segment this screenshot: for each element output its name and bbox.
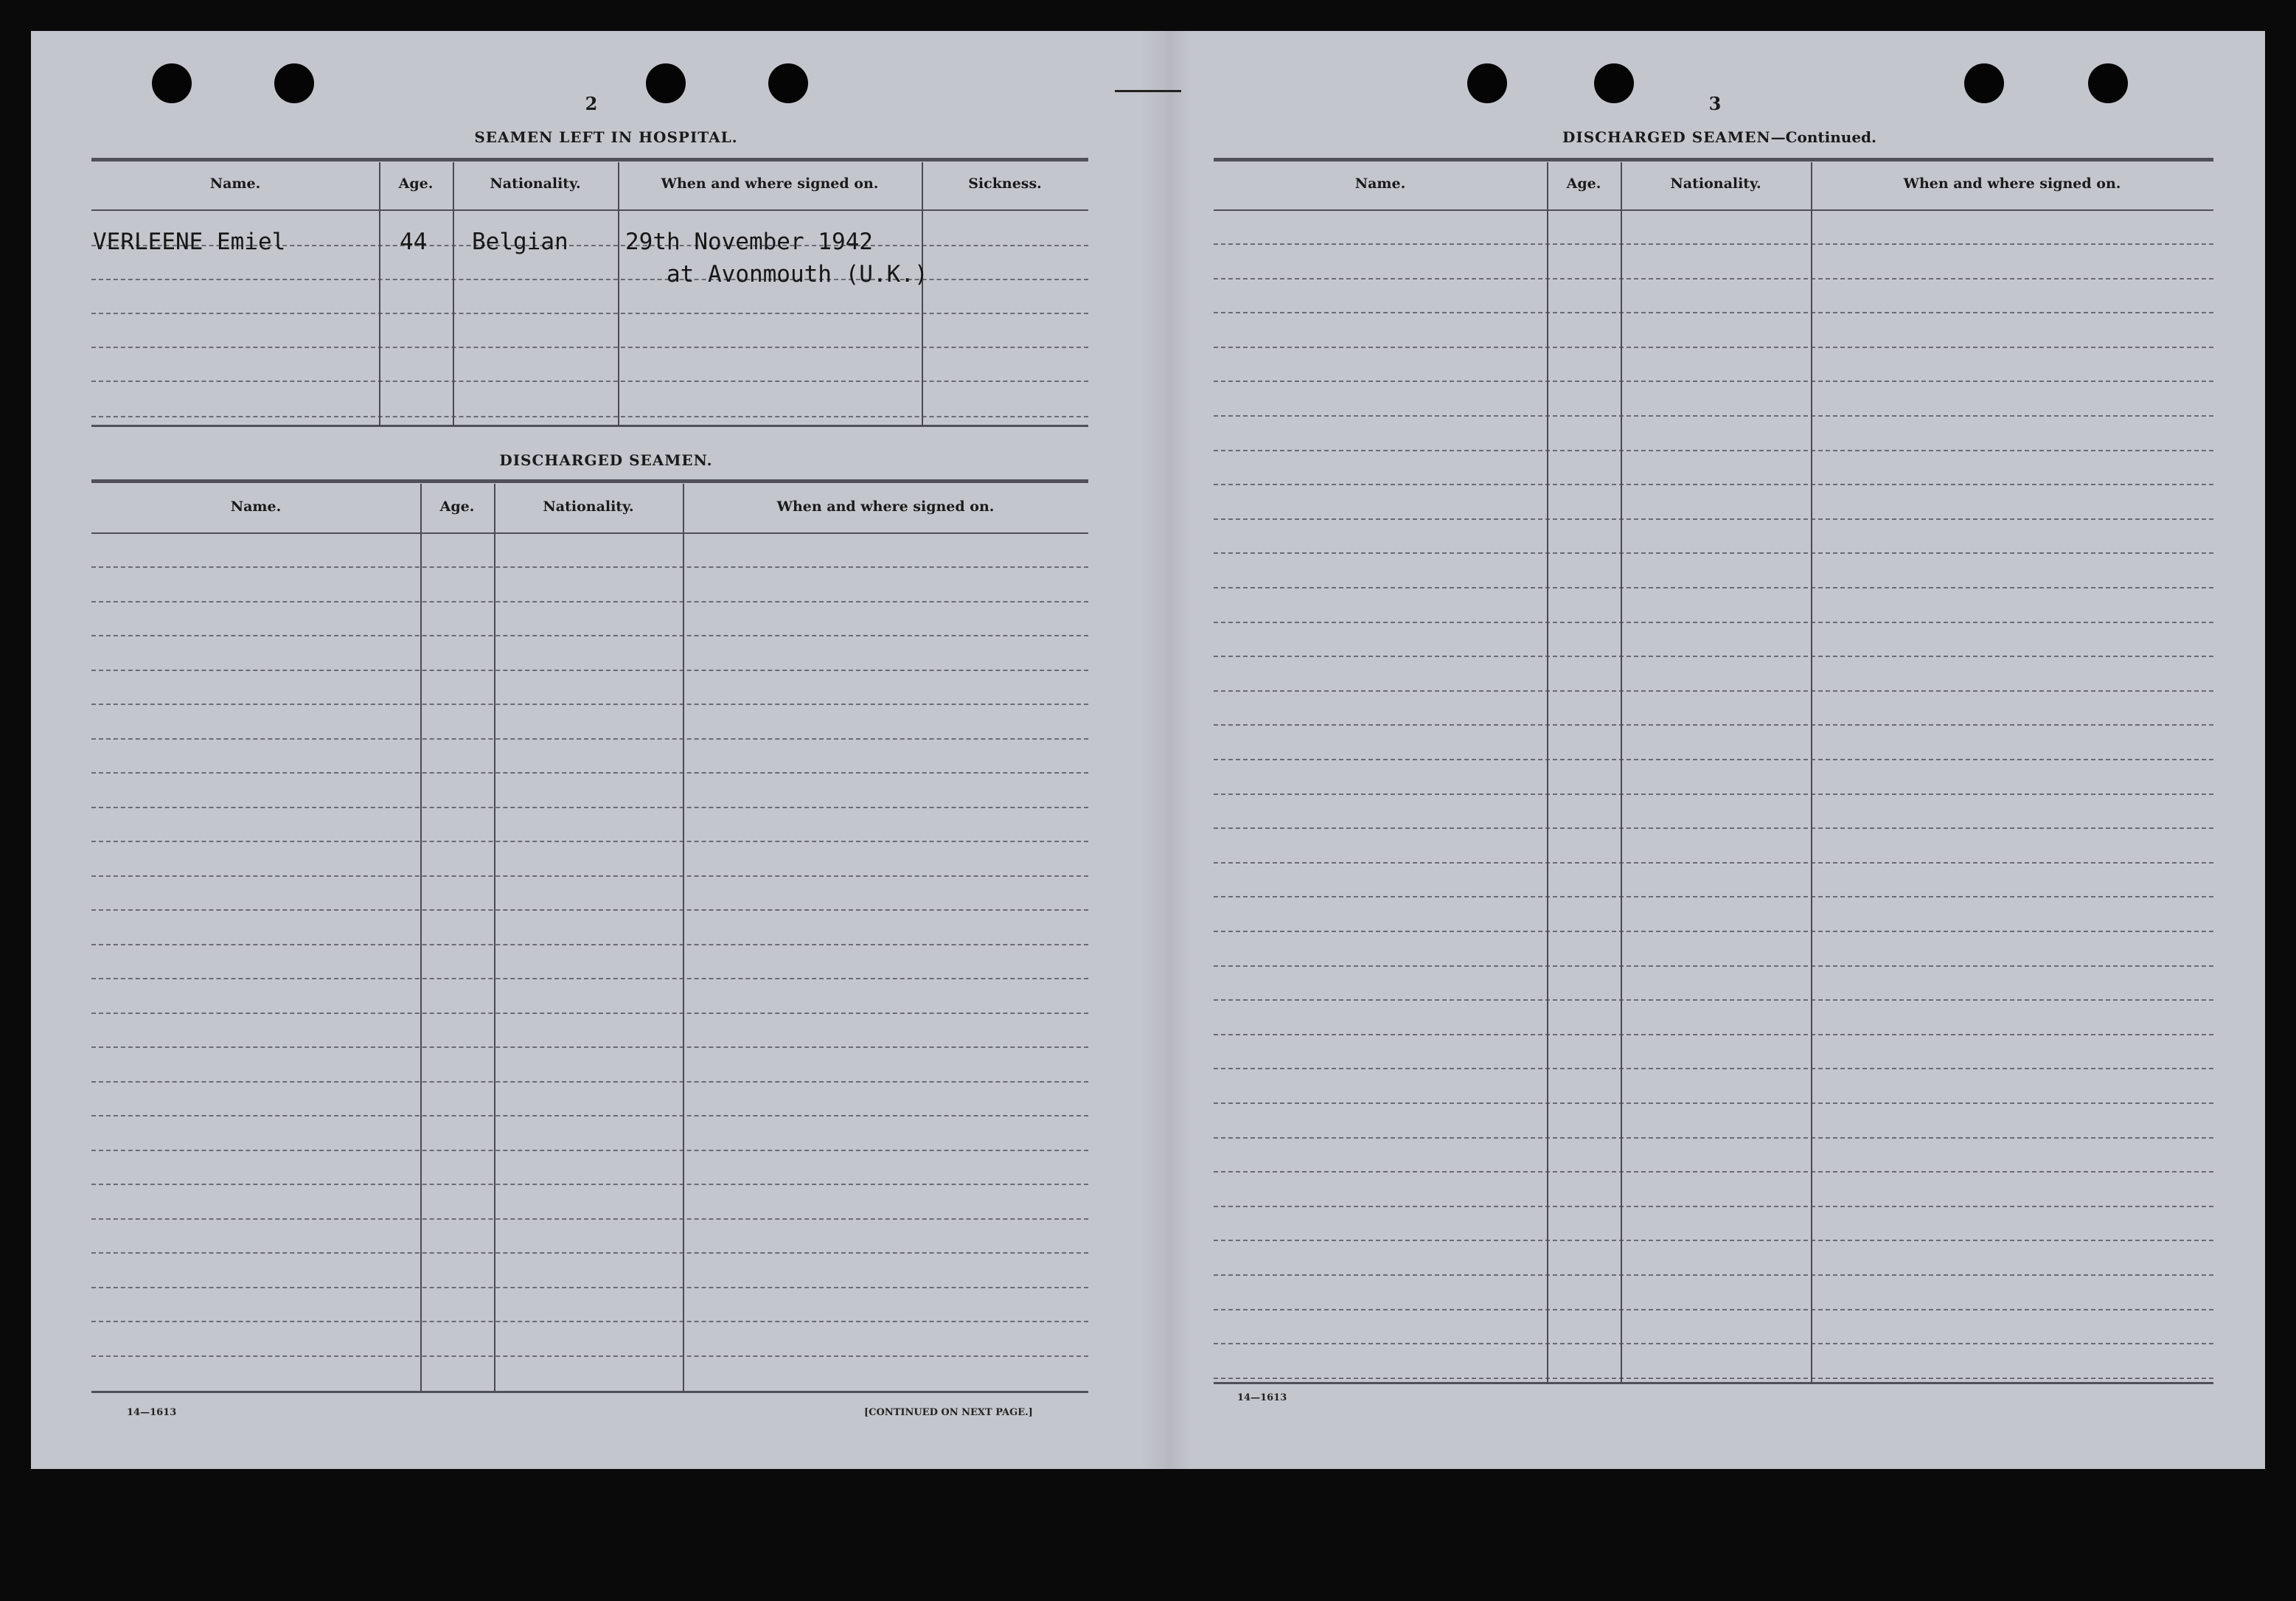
col-header-age: Age. (439, 499, 475, 515)
table-row-rule (1214, 1137, 2213, 1139)
column-divider (1811, 162, 1812, 1383)
table-bottom-rule (91, 1391, 1088, 1393)
col-header-age: Age. (1566, 176, 1601, 192)
discharged-section-title: DISCHARGED SEAMEN. (499, 451, 713, 469)
table-row-rule (91, 1046, 1088, 1048)
table-row-rule (91, 347, 1088, 348)
table-row-rule (1214, 931, 2213, 932)
table-row-rule (91, 635, 1088, 636)
title-suffix: —Continued. (1770, 128, 1876, 146)
table-row-rule (1214, 1378, 2213, 1379)
page-number: 2 (585, 93, 598, 114)
col-header-age: Age. (398, 176, 434, 192)
table-row-rule (1214, 1171, 2213, 1173)
table-row-rule (1214, 1068, 2213, 1069)
table-row-rule (1214, 827, 2213, 829)
entry-signed-on-place: at Avonmouth (U.K.) (667, 261, 928, 288)
column-divider (420, 484, 422, 1392)
table-row-rule (91, 1218, 1088, 1220)
table-row-rule (1214, 759, 2213, 760)
column-divider (1547, 162, 1548, 1383)
col-header-name: Name. (209, 176, 261, 192)
entry-name: VERLEENE Emiel (93, 229, 286, 255)
table-row-rule (91, 1321, 1088, 1322)
column-divider (683, 484, 684, 1392)
table-row-rule (91, 1150, 1088, 1151)
table-row-rule (91, 601, 1088, 602)
punch-hole (2088, 63, 2128, 103)
entry-signed-on-date: 29th November 1942 (625, 229, 873, 255)
table-row-rule (1214, 1240, 2213, 1241)
column-divider (494, 484, 495, 1392)
table-header-rule (91, 209, 1088, 211)
column-divider (922, 162, 923, 426)
table-row-rule (91, 381, 1088, 382)
punch-hole (1594, 63, 1634, 103)
table-row-rule (1214, 690, 2213, 692)
col-header-signed-on: When and where signed on. (776, 499, 995, 515)
page-fold (1141, 31, 1192, 1469)
table-row-rule (91, 1081, 1088, 1083)
table-row-rule (91, 1115, 1088, 1116)
col-header-nationality: Nationality. (1670, 176, 1761, 192)
col-header-sickness: Sickness. (968, 176, 1042, 192)
col-header-name: Name. (230, 499, 282, 515)
table-header-rule (1214, 209, 2213, 211)
table-row-rule (91, 909, 1088, 911)
table-row-rule (1214, 1274, 2213, 1276)
discharged-continued-title (1535, 128, 1904, 146)
table-row-rule (1214, 381, 2213, 382)
col-header-signed-on: When and where signed on. (1903, 176, 2121, 192)
page-number: 3 (1708, 93, 1722, 114)
table-row-rule (1214, 896, 2213, 897)
table-row-rule (1214, 1034, 2213, 1035)
table-row-rule (1214, 724, 2213, 726)
table-top-rule (1214, 158, 2213, 162)
table-row-rule (1214, 1206, 2213, 1207)
table-row-rule (1214, 312, 2213, 313)
table-row-rule (1214, 793, 2213, 795)
table-row-rule (91, 772, 1088, 774)
table-header-rule (91, 532, 1088, 534)
column-divider (1621, 162, 1622, 1383)
table-row-rule (1214, 1343, 2213, 1344)
table-row-rule (91, 279, 1088, 280)
table-row-rule (91, 978, 1088, 979)
table-row-rule (91, 944, 1088, 945)
table-bottom-rule (91, 425, 1088, 427)
table-row-rule (91, 566, 1088, 568)
fold-mark (1115, 90, 1181, 92)
table-row-rule (91, 875, 1088, 877)
punch-hole (646, 63, 686, 103)
table-row-rule (1214, 1309, 2213, 1310)
table-row-rule (1214, 347, 2213, 348)
table-top-rule (91, 479, 1088, 483)
punch-hole (768, 63, 808, 103)
continued-note: [CONTINUED ON NEXT PAGE.] (864, 1407, 1033, 1418)
table-top-rule (91, 158, 1088, 162)
table-row-rule (1214, 518, 2213, 520)
document-sheet (31, 31, 2265, 1469)
table-row-rule (1214, 862, 2213, 864)
entry-nationality: Belgian (472, 229, 568, 255)
column-divider (379, 162, 380, 426)
col-header-signed-on: When and where signed on. (661, 176, 879, 192)
punch-hole (152, 63, 192, 103)
table-row-rule (1214, 622, 2213, 623)
table-row-rule (91, 670, 1088, 671)
table-row-rule (91, 313, 1088, 314)
table-row-rule (91, 738, 1088, 740)
column-divider (618, 162, 619, 426)
table-row-rule (91, 1252, 1088, 1254)
table-row-rule (91, 807, 1088, 808)
table-row-rule (91, 1184, 1088, 1185)
table-row-rule (91, 1013, 1088, 1014)
entry-age: 44 (400, 229, 428, 255)
table-row-rule (1214, 587, 2213, 588)
table-row-rule (91, 841, 1088, 842)
table-row-rule (1214, 243, 2213, 245)
table-row-rule (1214, 415, 2213, 417)
punch-hole (274, 63, 314, 103)
form-number: 14—1613 (1237, 1392, 1287, 1403)
col-header-nationality: Nationality. (543, 499, 634, 515)
form-number: 14—1613 (127, 1407, 177, 1418)
table-row-rule (1214, 484, 2213, 485)
table-row-rule (1214, 999, 2213, 1001)
punch-hole (1467, 63, 1507, 103)
table-row-rule (1214, 965, 2213, 967)
table-row-rule (1214, 450, 2213, 451)
column-divider (453, 162, 454, 426)
title-main: DISCHARGED SEAMEN (1562, 128, 1771, 146)
col-header-name: Name. (1354, 176, 1406, 192)
table-row-rule (1214, 1102, 2213, 1104)
table-bottom-rule (1214, 1382, 2213, 1384)
punch-hole (1964, 63, 2004, 103)
table-row-rule (1214, 278, 2213, 279)
table-row-rule (1214, 552, 2213, 554)
table-row-rule (91, 1287, 1088, 1288)
table-row-rule (91, 416, 1088, 417)
table-row-rule (91, 704, 1088, 705)
table-row-rule (91, 1355, 1088, 1357)
table-row-rule (1214, 656, 2213, 657)
hospital-section-title: SEAMEN LEFT IN HOSPITAL. (474, 128, 738, 146)
col-header-nationality: Nationality. (490, 176, 581, 192)
